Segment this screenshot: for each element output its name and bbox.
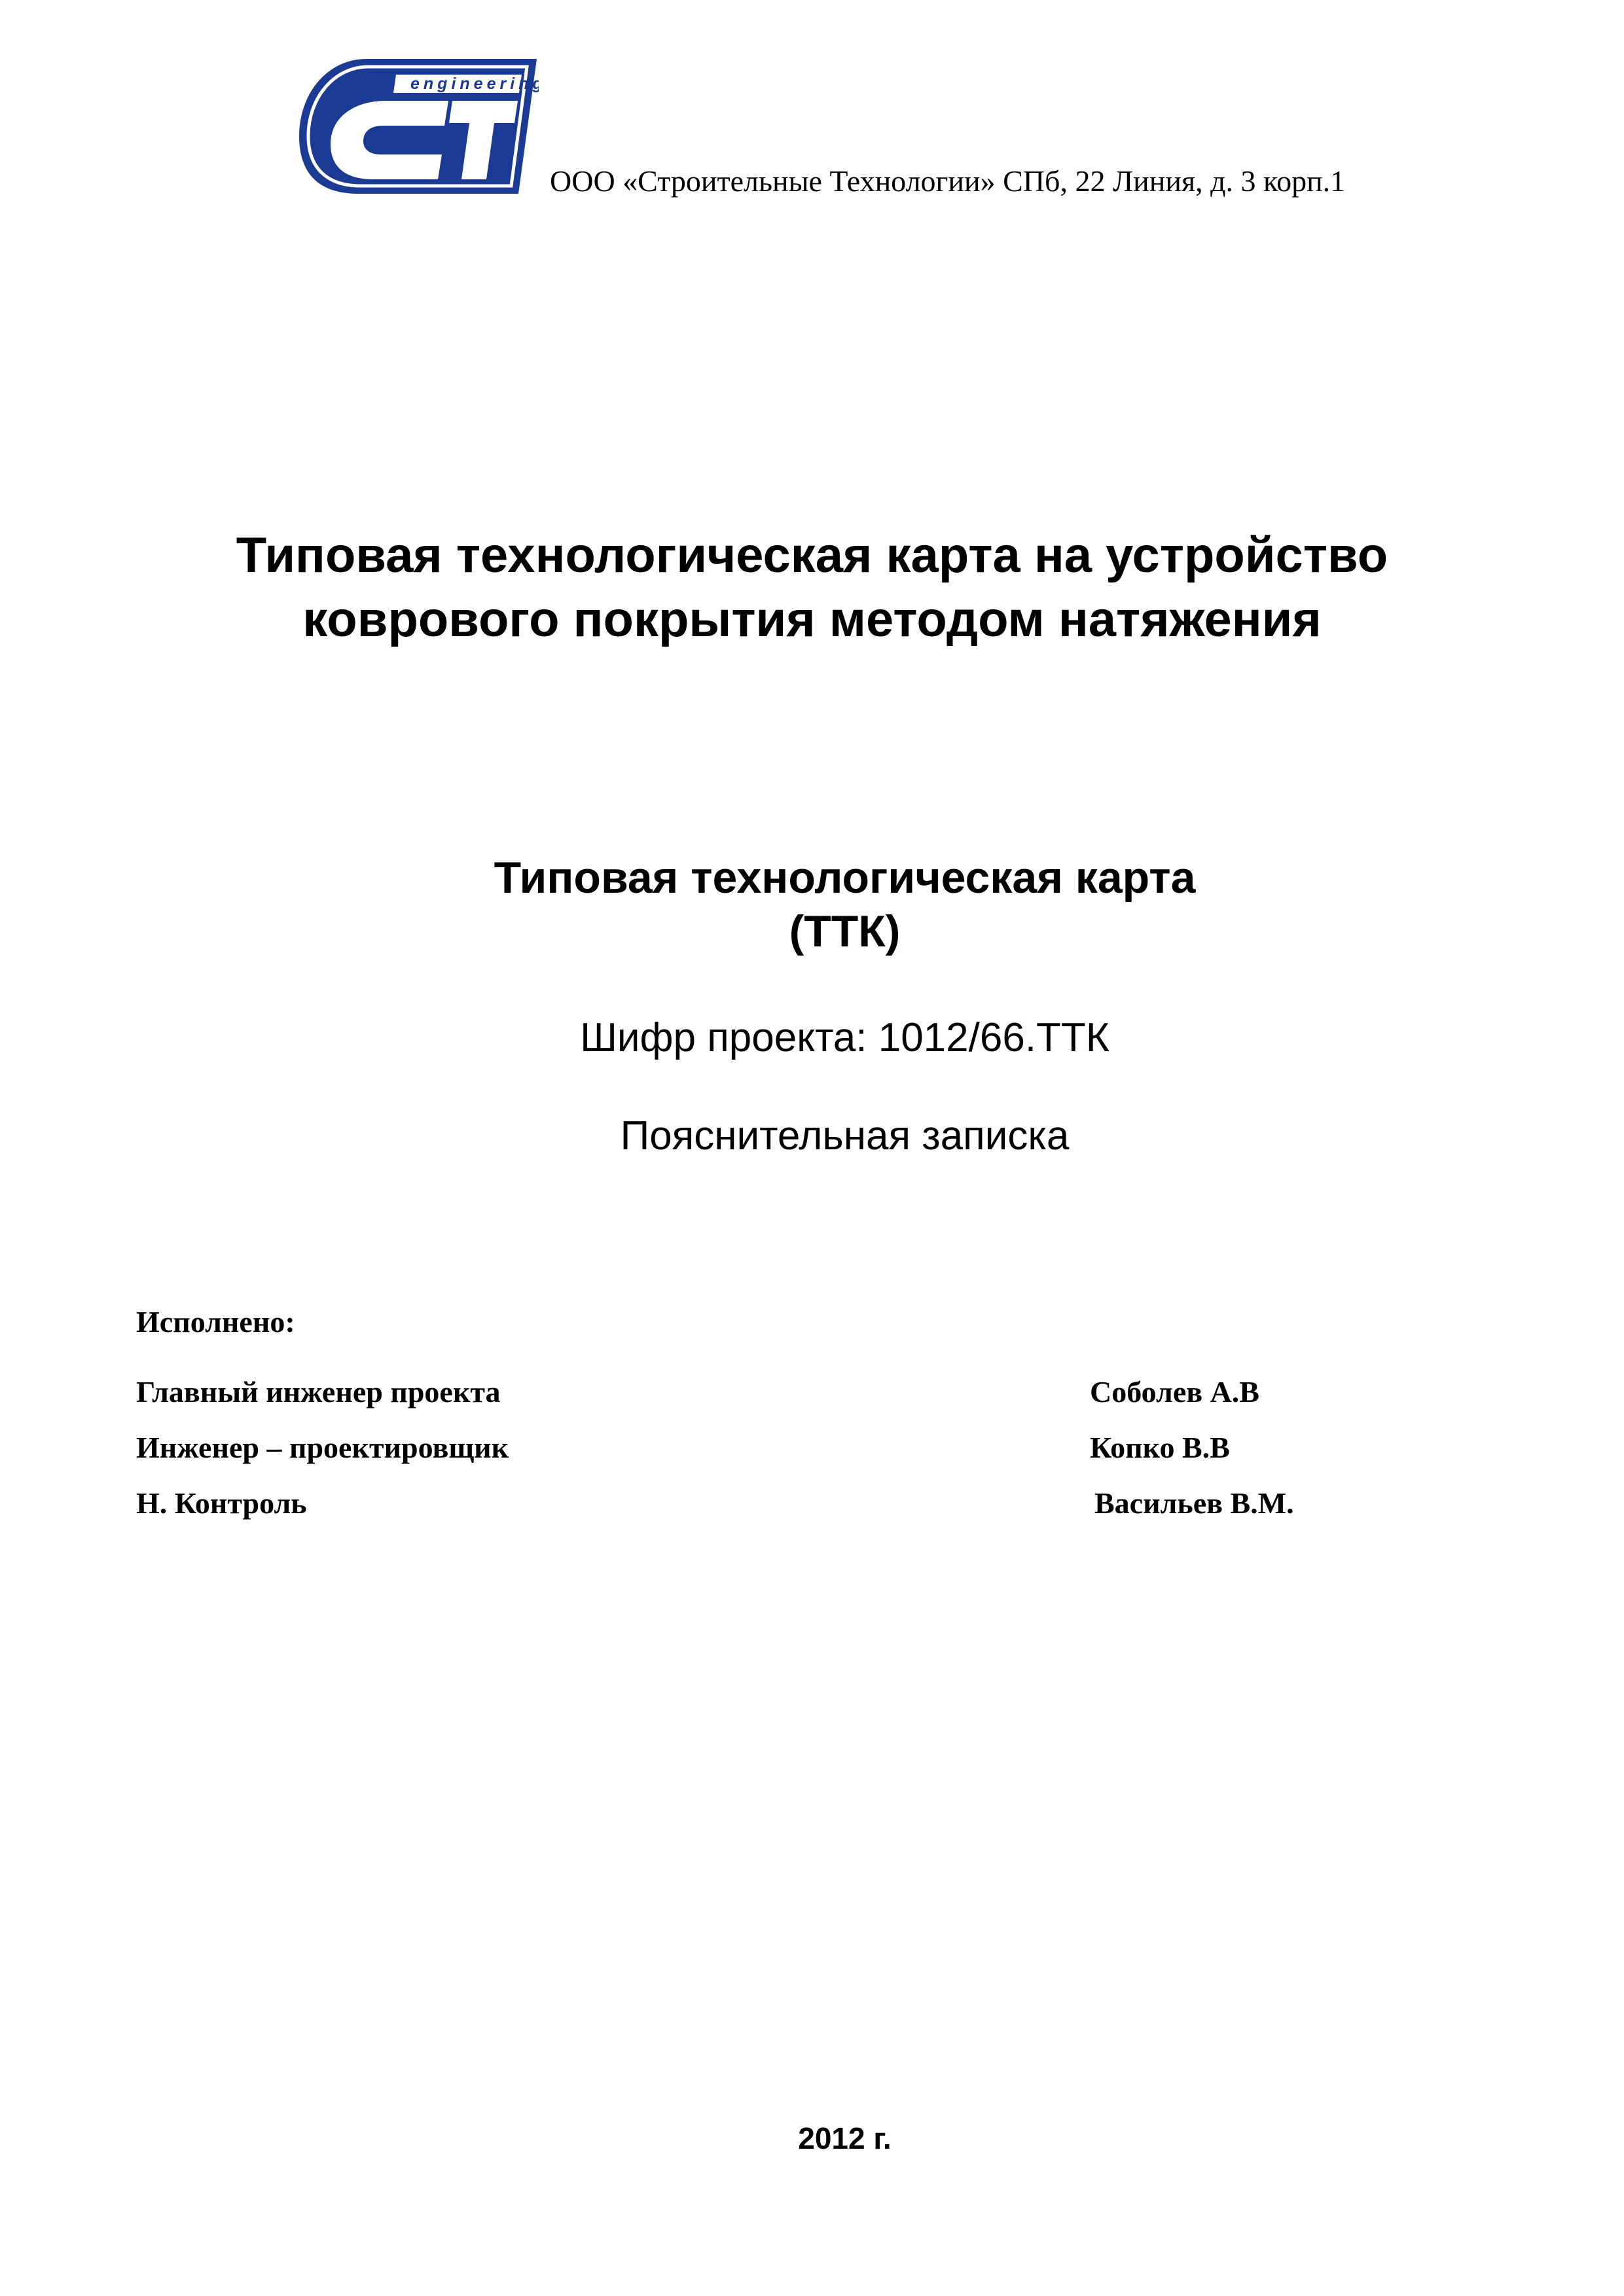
signature-role-norm-control: Н. Контроль <box>136 1486 307 1520</box>
document-subtitle-line1: Типовая технологическая карта <box>494 853 1196 903</box>
document-subtitle <box>0 851 1624 958</box>
project-cipher: Шифр проекта: 1012/66.ТТК <box>580 1015 1110 1060</box>
signature-role-design-engineer: Инженер – проектировщик <box>136 1431 509 1464</box>
executed-label: Исполнено: <box>136 1305 295 1338</box>
logo-word: engineering <box>410 75 539 93</box>
document-title <box>0 524 1624 652</box>
explanatory-note-label: Пояснительная записка <box>620 1113 1070 1158</box>
company-address: ООО «Строительные Технологии» СПб, 22 Линия, д. 3 корп.1 <box>550 164 1346 198</box>
signature-name-design-engineer: Копко В.В <box>1090 1431 1230 1464</box>
document-subtitle-line2: (ТТК) <box>789 906 901 956</box>
document-year: 2012 г. <box>798 2121 892 2155</box>
company-logo <box>298 58 539 195</box>
document-title-line2: коврового покрытия методом натяжения <box>302 592 1322 647</box>
document-title-line1: Типовая технологическая карта на устройство <box>236 528 1388 583</box>
signature-name-chief-engineer: Соболев А.В <box>1090 1375 1259 1408</box>
signature-name-norm-control: Васильев В.М. <box>1094 1486 1294 1520</box>
signature-role-chief-engineer: Главный инженер проекта <box>136 1375 501 1408</box>
